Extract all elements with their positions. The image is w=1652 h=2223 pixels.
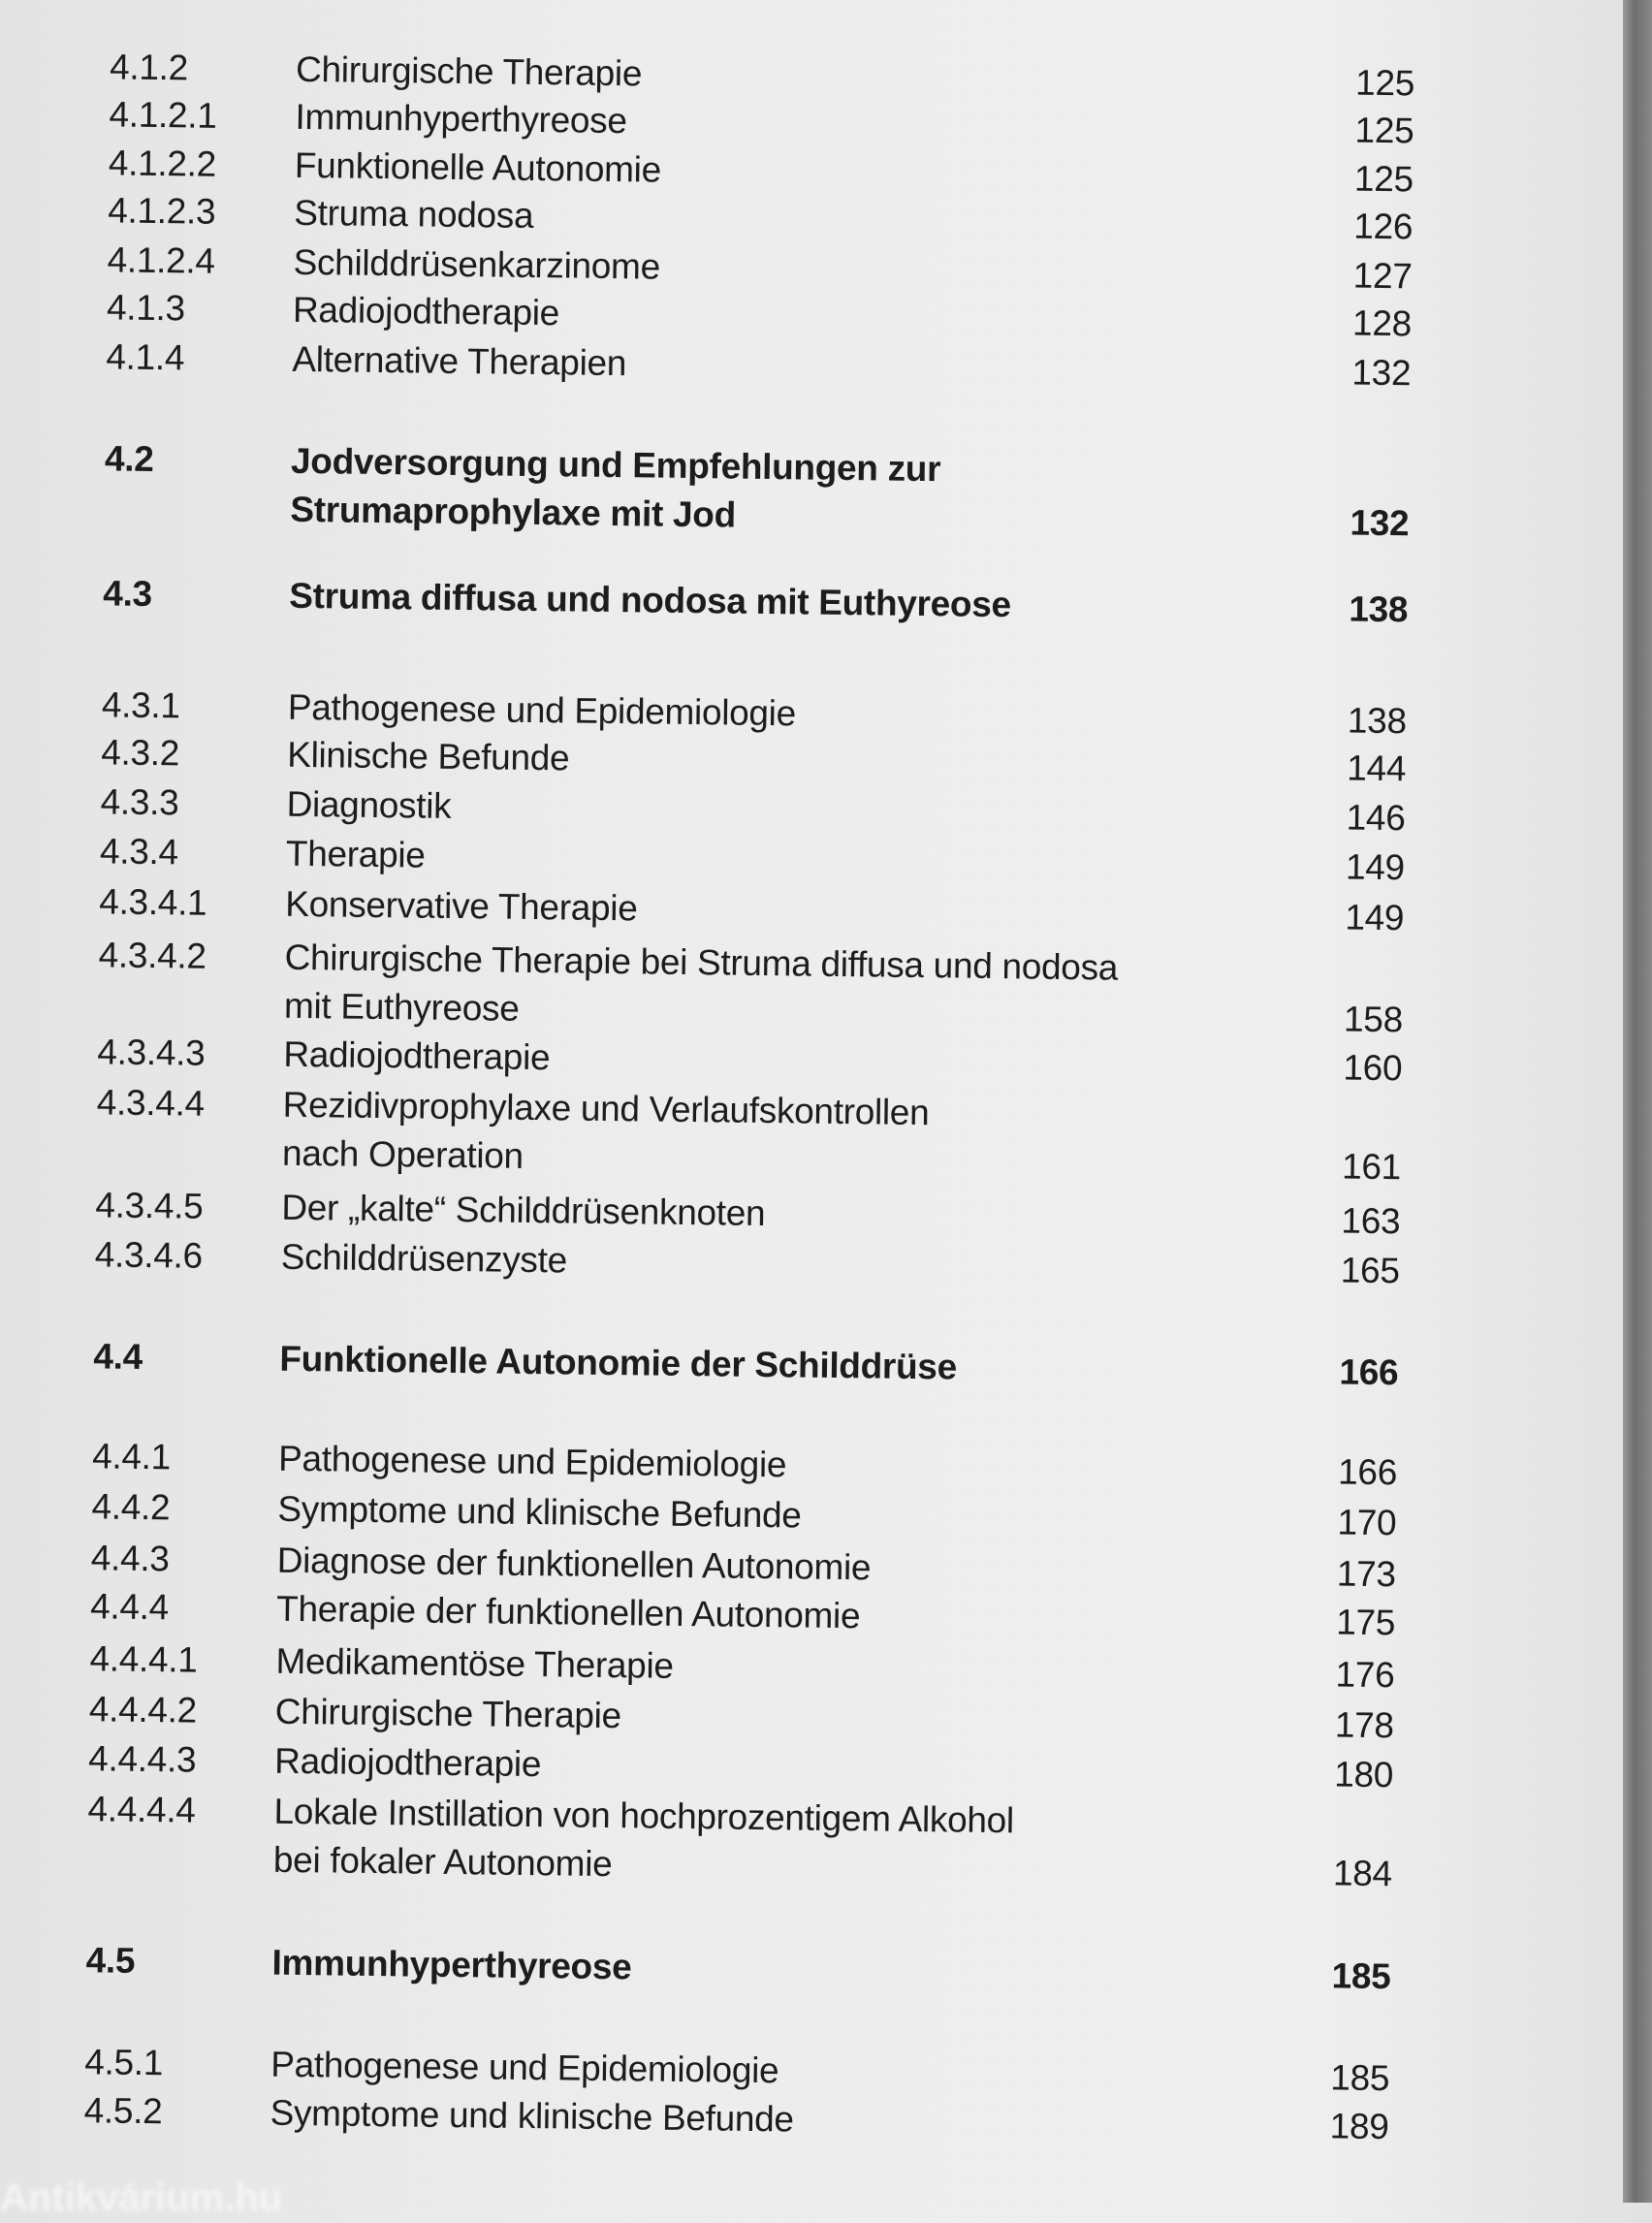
section-number: 4.4.4: [89, 1586, 170, 1628]
page-number: 128: [1351, 302, 1413, 344]
section-title: Radiojodtherapie: [292, 289, 560, 333]
section-number: 4.4: [93, 1336, 143, 1377]
section-number: 4.5.2: [83, 2090, 163, 2132]
page-number: 149: [1345, 846, 1406, 888]
section-number: 4.4.4.4: [87, 1789, 196, 1830]
page-number: 160: [1343, 1047, 1403, 1089]
page-number: 173: [1336, 1553, 1396, 1595]
section-number: 4.1.2.1: [109, 94, 217, 136]
page-number: 132: [1351, 352, 1412, 394]
section-title: Pathogenese und Epidemiologie: [277, 1438, 787, 1485]
section-number: 4.4.2: [91, 1486, 171, 1528]
page-number: 127: [1352, 255, 1413, 297]
page-number: 161: [1341, 1146, 1402, 1188]
section-number: 4.4.4.1: [89, 1638, 198, 1680]
section-title: Symptome und klinische Befunde: [277, 1488, 802, 1536]
page-number: 138: [1349, 588, 1409, 630]
page-number: 125: [1354, 110, 1414, 151]
section-number: 4.3.4: [99, 831, 179, 873]
section-number: 4.3.4.5: [95, 1185, 204, 1226]
page-number: 158: [1343, 999, 1404, 1040]
section-title: Chirurgische Therapie: [274, 1691, 622, 1736]
section-number: 4.3.3: [100, 781, 179, 823]
section-number: 4.3.1: [101, 684, 180, 726]
page-number: 149: [1345, 897, 1405, 938]
section-title: Funktionelle Autonomie der Schilddrüse: [279, 1338, 958, 1387]
section-title: Chirurgische Therapie: [295, 48, 643, 94]
page-number: 132: [1350, 502, 1410, 544]
page-number: 138: [1347, 700, 1408, 742]
section-title: Radiojodtherapie: [273, 1740, 542, 1785]
page-number: 175: [1335, 1602, 1396, 1643]
section-number: 4.4.1: [91, 1436, 172, 1477]
section-number: 4.5: [85, 1940, 136, 1981]
section-title-continued: mit Euthyreose: [283, 985, 520, 1029]
section-title: Schilddrüsenzyste: [280, 1236, 568, 1281]
section-title: Diagnostik: [286, 783, 452, 826]
section-title: Lokale Instillation von hochprozentigem Alkohol: [273, 1791, 1015, 1841]
section-title: Konservative Therapie: [285, 883, 638, 929]
section-title: Struma diffusa und nodosa mit Euthyreose: [289, 575, 1012, 625]
page-number: 180: [1334, 1754, 1394, 1795]
page-number: 185: [1331, 1955, 1391, 1997]
section-title: Jodversorgung und Empfehlungen zur: [290, 440, 941, 490]
section-title: Immunhyperthyreose: [271, 1942, 632, 1987]
section-title: Chirurgische Therapie bei Struma diffusa und nodosa: [284, 937, 1119, 988]
section-title-continued: Strumaprophylaxe mit Jod: [290, 489, 737, 535]
section-number: 4.5.1: [84, 2042, 164, 2083]
section-number: 4.4.3: [90, 1538, 170, 1579]
page-number: 166: [1337, 1451, 1398, 1493]
section-title: Pathogenese und Epidemiologie: [287, 686, 797, 734]
watermark: Antikvárium.hu: [0, 2176, 283, 2219]
page-number: 176: [1335, 1654, 1395, 1696]
page-number: 185: [1330, 2057, 1390, 2099]
section-title: Therapie der funktionellen Autonomie: [275, 1588, 861, 1636]
section-number: 4.4.4.2: [88, 1689, 198, 1731]
page-number: 166: [1339, 1351, 1399, 1393]
section-number: 4.1.2: [109, 47, 189, 88]
page-number: 125: [1353, 158, 1414, 200]
page-number: 189: [1329, 2106, 1389, 2147]
section-number: 4.3: [103, 573, 153, 615]
section-number: 4.1.2.4: [107, 239, 215, 281]
section-title: Funktionelle Autonomie: [294, 144, 662, 190]
toc-entry: [0, 568, 1409, 634]
section-number: 4.4.4.3: [87, 1738, 197, 1780]
page-number: 126: [1353, 206, 1414, 247]
section-title: Therapie: [285, 833, 426, 875]
section-title: Diagnose der funktionellen Autonomie: [276, 1540, 872, 1588]
page-number: 165: [1340, 1250, 1400, 1291]
section-number: 4.3.4.2: [98, 935, 206, 976]
page-number: 125: [1354, 62, 1415, 104]
section-number: 4.1.2.2: [108, 143, 217, 184]
page-number: 184: [1332, 1853, 1393, 1894]
section-title: Alternative Therapien: [292, 338, 627, 384]
section-title: Struma nodosa: [294, 192, 534, 236]
section-title: Pathogenese und Epidemiologie: [270, 2044, 779, 2091]
section-title: Symptome und klinische Befunde: [270, 2092, 795, 2140]
page-edge: [1623, 0, 1652, 2203]
page-number: 178: [1334, 1704, 1395, 1746]
section-title: Der „kalte“ Schilddrüsenknoten: [281, 1187, 766, 1234]
section-number: 4.3.4.3: [97, 1032, 206, 1073]
section-number: 4.3.4.4: [96, 1082, 206, 1124]
toc-entry: [0, 1935, 1391, 2001]
section-title: Rezidivprophylaxe und Verlaufskontrollen: [282, 1084, 930, 1133]
section-number: 4.3.2: [101, 732, 180, 774]
section-title-continued: nach Operation: [281, 1132, 524, 1176]
page-number: 170: [1337, 1502, 1397, 1543]
page-number: 146: [1346, 797, 1406, 839]
page-number: 163: [1341, 1200, 1401, 1242]
section-title: Medikamentöse Therapie: [275, 1640, 674, 1686]
section-number: 4.3.4.6: [94, 1234, 204, 1276]
section-title: Klinische Befunde: [286, 734, 570, 778]
section-title: Radiojodtherapie: [283, 1033, 551, 1078]
section-number: 4.1.3: [106, 287, 186, 329]
section-title: Schilddrüsenkarzinome: [293, 241, 661, 287]
toc-entry: [0, 1331, 1399, 1397]
section-number: 4.2: [104, 438, 154, 480]
section-title: Immunhyperthyreose: [295, 96, 627, 142]
section-number: 4.1.4: [106, 336, 185, 378]
section-number: 4.1.2.3: [108, 190, 216, 232]
section-title-continued: bei fokaler Autonomie: [272, 1839, 613, 1885]
section-number: 4.3.4.1: [99, 881, 207, 923]
page-number: 144: [1347, 747, 1407, 789]
